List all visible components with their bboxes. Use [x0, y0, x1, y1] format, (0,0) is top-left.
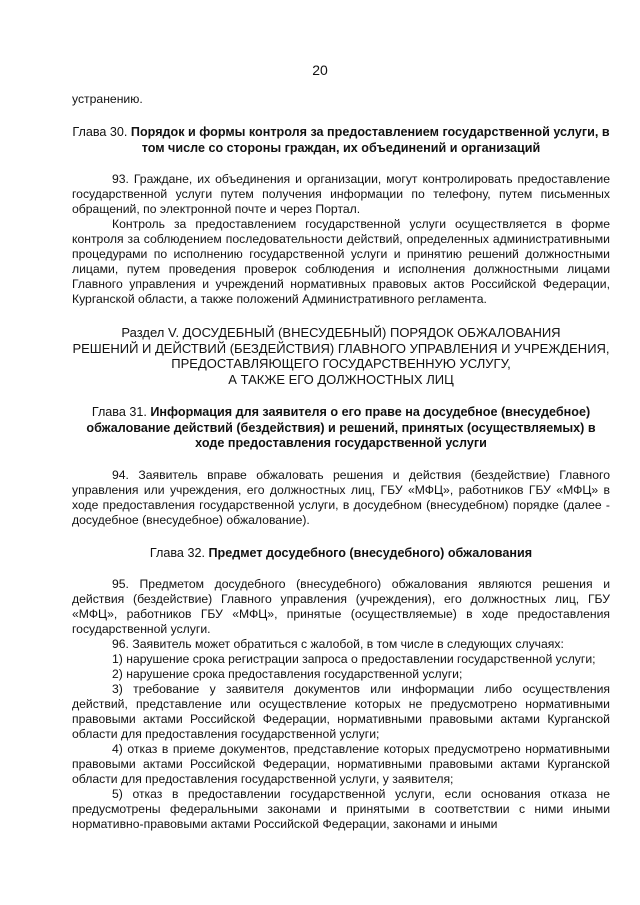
page-number: 20: [312, 62, 328, 78]
paragraph-93: 93. Граждане, их объединения и организации, могут контролировать предоставление государственной услуги путем получения информации по телефону, путем письменных обращений, по электронной почте и через Портал.: [72, 172, 610, 216]
paragraph-95: 95. Предметом досудебного (внесудебного) обжалования являются решения и действия (бездействие) Главного управления (учреждения), его должностных лиц, ГБУ «МФЦ», работников ГБУ «МФЦ», принятые (осуществляемые) в ходе предоставления государственной услуги.: [72, 577, 610, 636]
chapter-31-prefix: Глава 31.: [91, 405, 147, 419]
chapter-31-heading: [72, 405, 610, 452]
list-item: 3) требование у заявителя документов или информации либо осуществления действий, представление или осуществление которых не предусмотрено нормативными правовыми актами Российской Федерации, нормативными правовыми актами Курганской области для предоставления государственной услуги;: [72, 682, 610, 741]
chapter-32-prefix: Глава 32.: [149, 545, 205, 560]
paragraph-control: Контроль за предоставлением государственной услуги осуществляется в форме контроля за соблюдением последовательности действий, определенных административными процедурами по исполнению государственной услуги и принятию решений должностными лицами, путем проведения проверок соблюдения и исполнения должностными лицами Главного управления и учреждений нормативных правовых актов Российской Федерации, Курганской области, а также положений Административного регламента.: [72, 217, 610, 306]
chapter-30-title: Порядок и формы контроля за предоставлением государственной услуги, в том числе со стороны граждан, их объединений и организаций: [130, 125, 610, 155]
section-5-line-2: РЕШЕНИЙ И ДЕЙСТВИЙ (БЕЗДЕЙСТВИЯ) ГЛАВНОГО УПРАВЛЕНИЯ И УЧРЕЖДЕНИЯ,: [72, 340, 610, 356]
chapter-30-prefix: Глава 30.: [72, 125, 128, 139]
chapter-31-title: Информация для заявителя о его праве на досудебное (внесудебное) обжалование действий (бездействия) и решений, принятых (осуществляемых) в ходе предоставления государственной услуги: [86, 405, 596, 450]
list-item: 4) отказ в приеме документов, представление которых предусмотрено нормативными правовыми актами Российской Федерации, нормативными правовыми актами Курганской области для предоставления государственной услуги, у заявителя;: [72, 742, 610, 786]
chapter-32-title: Предмет досудебного (внесудебного) обжалования: [208, 545, 533, 560]
section-5-line-4: А ТАКЖЕ ЕГО ДОЛЖНОСТНЫХ ЛИЦ: [228, 371, 454, 387]
list-item: 2) нарушение срока предоставления государственной услуги;: [112, 667, 463, 681]
section-5-line-3: ПРЕДОСТАВЛЯЮЩЕГО ГОСУДАРСТВЕННУЮ УСЛУГУ,: [171, 356, 511, 371]
page-content: [72, 92, 610, 832]
list-item: 5) отказ в предоставлении государственной услуги, если основания отказа не предусмотрены федеральными законами и принятыми в соответствии с ними иными нормативно-правовыми актами Российской Федерации, законами и иными: [72, 787, 610, 831]
section-5-line-1: Раздел V. ДОСУДЕБНЫЙ (ВНЕСУДЕБНЫЙ) ПОРЯДОК ОБЖАЛОВАНИЯ: [121, 325, 561, 340]
chapter-32-heading: [72, 546, 610, 562]
paragraph-96: 96. Заявитель может обратиться с жалобой, в том числе в следующих случаях:: [112, 637, 564, 651]
list-item: 1) нарушение срока регистрации запроса о предоставлении государственной услуги;: [112, 652, 596, 666]
paragraph-94: 94. Заявитель вправе обжаловать решения и действия (бездействие) Главного управления или учреждения, его должностных лиц, ГБУ «МФЦ», работников ГБУ «МФЦ» в ходе предоставления государственной услуги, в досудебном (внесудебном) порядке (далее - досудебное (внесудебное) обжалование).: [72, 467, 610, 527]
lead-text: устранению.: [72, 92, 143, 106]
section-5-heading: [72, 325, 610, 387]
chapter-30-heading: [72, 125, 610, 156]
